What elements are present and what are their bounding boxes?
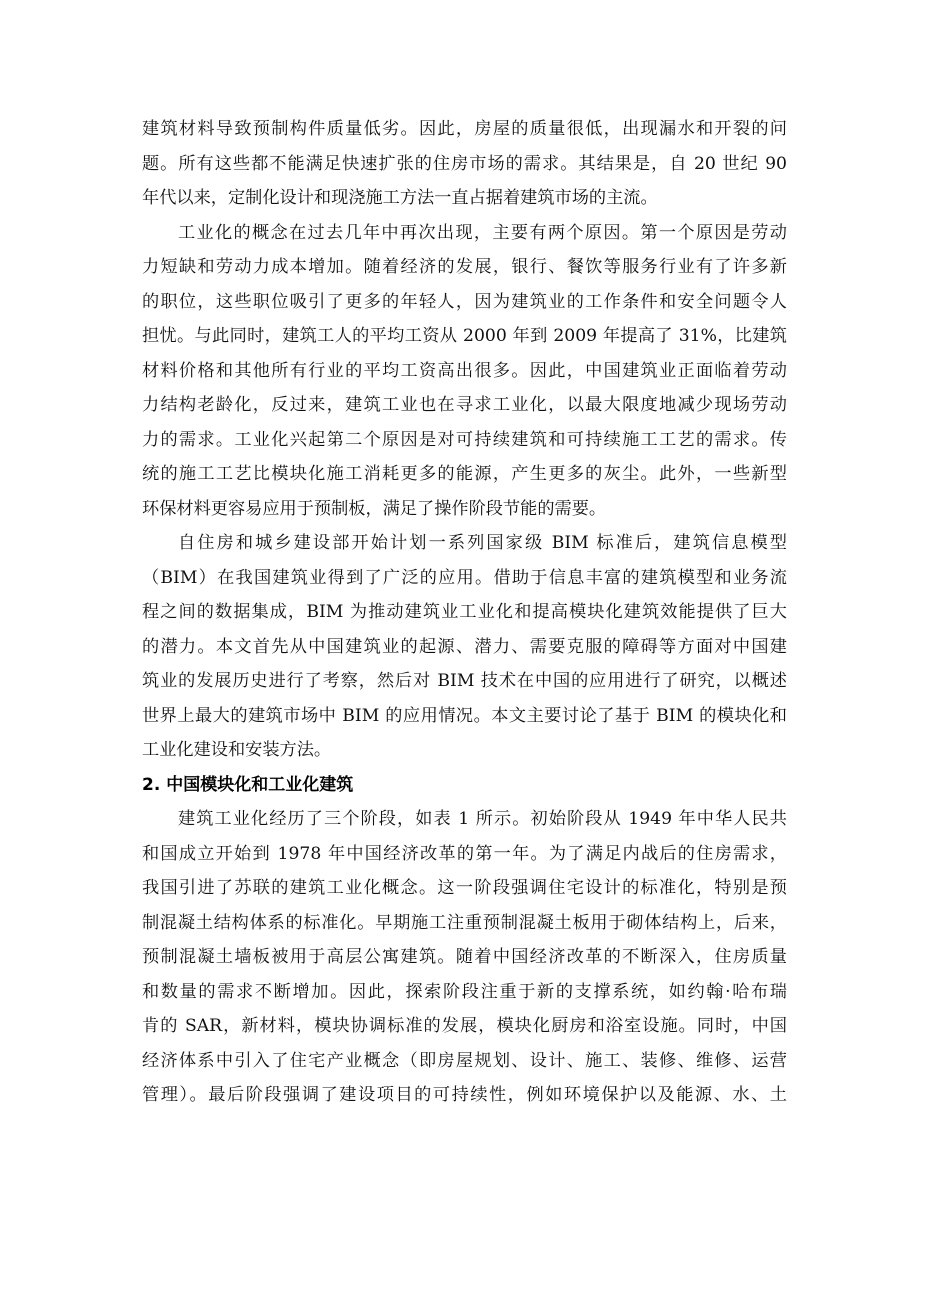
text-line: 自住房和城乡建设部开始计划一系列国家级 BIM 标准后，建筑信息模型	[178, 533, 787, 553]
text-line: 题。所有这些都不能满足快速扩张的住房市场的需求。其结果是，自 20 世纪 90	[142, 153, 787, 174]
text-line: 管理）。最后阶段强调了建设项目的可持续性，例如环境保护以及能源、水、土	[142, 1085, 787, 1105]
paragraph-4	[142, 802, 787, 1113]
text-line: 我国引进了苏联的建筑工业化概念。这一阶段强调住宅设计的标准化，特别是预	[142, 878, 787, 898]
text-line: 年代以来，定制化设计和现浇施工方法一直占据着建筑市场的主流。	[142, 188, 658, 208]
text-line: 工业化建设和安装方法。	[142, 740, 332, 760]
text-line: 担忧。与此同时，建筑工人的平均工资从 2000 年到 2009 年提高了 31%，比建筑	[142, 326, 787, 346]
text-line: 建筑工业化经历了三个阶段，如表 1 所示。初始阶段从 1949 年中华人民共	[178, 809, 787, 829]
paragraph-2	[142, 216, 787, 527]
text-line: 统的施工工艺比模块化施工消耗更多的能源，产生更多的灰尘。此外，一些新型	[142, 464, 787, 484]
text-line: 力结构老龄化，反过来，建筑工业也在寻求工业化，以最大限度地减少现场劳动	[142, 395, 787, 415]
text-line: 制混凝土结构体系的标准化。早期施工注重预制混凝土板用于砌体结构上，后来，	[142, 912, 787, 933]
text-line: 工业化的概念在过去几年中再次出现，主要有两个原因。第一个原因是劳动	[178, 222, 787, 243]
text-line: 经济体系中引入了住宅产业概念（即房屋规划、设计、施工、装修、维修、运营	[142, 1050, 787, 1071]
section-heading: 2. 中国模块化和工业化建筑	[142, 774, 354, 795]
text-line: 程之间的数据集成，BIM 为推动建筑业工业化和提高模块化建筑效能提供了巨大	[142, 602, 787, 622]
text-line: 的职位，这些职位吸引了更多的年轻人，因为建筑业的工作条件和安全问题令人	[142, 291, 787, 312]
text-line: 的潜力。本文首先从中国建筑业的起源、潜力、需要克服的障碍等方面对中国建	[142, 636, 787, 657]
text-line: 力短缺和劳动力成本增加。随着经济的发展，银行、餐饮等服务行业有了许多新	[142, 257, 787, 277]
text-line: 力的需求。工业化兴起第二个原因是对可持续建筑和可持续施工工艺的需求。传	[142, 429, 787, 450]
text-line: 材料价格和其他所有行业的平均工资高出很多。因此，中国建筑业正面临着劳动	[142, 360, 787, 381]
text-line: 建筑材料导致预制构件质量低劣。因此，房屋的质量很低，出现漏水和开裂的问	[142, 119, 787, 139]
text-line: （BIM）在我国建筑业得到了广泛的应用。借助于信息丰富的建筑模型和业务流	[142, 567, 787, 588]
text-line: 肯的 SAR，新材料，模块协调标准的发展，模块化厨房和浴室设施。同时，中国	[142, 1016, 787, 1036]
text-line: 环保材料更容易应用于预制板，满足了操作阶段节能的需要。	[142, 498, 607, 519]
text-line: 和数量的需求不断增加。因此，探索阶段注重于新的支撑系统，如约翰·哈布瑞	[142, 981, 787, 1002]
text-line: 预制混凝土墙板被用于高层公寓建筑。随着中国经济改革的不断深入，住房质量	[142, 947, 787, 967]
text-line: 和国成立开始到 1978 年中国经济改革的第一年。为了满足内战后的住房需求，	[142, 843, 787, 864]
body-text	[142, 112, 787, 1113]
text-line: 筑业的发展历史进行了考察，然后对 BIM 技术在中国的应用进行了研究，以概述	[142, 671, 787, 691]
paragraph-3	[142, 526, 787, 768]
paragraph-1	[142, 112, 787, 216]
text-line: 世界上最大的建筑市场中 BIM 的应用情况。本文主要讨论了基于 BIM 的模块化和	[142, 705, 787, 726]
